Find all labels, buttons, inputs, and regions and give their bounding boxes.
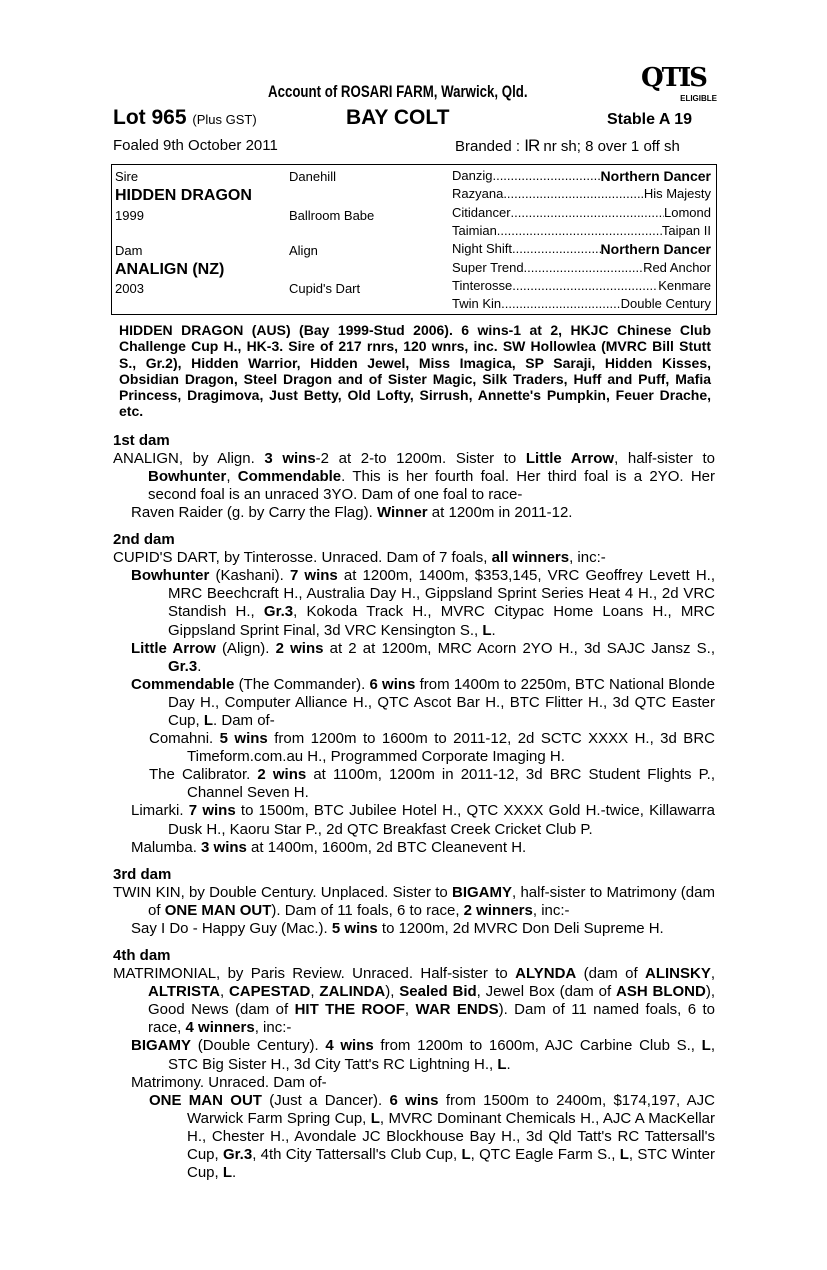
text-run: from 1400m to 2250m, BTC National Blonde Day H., Computer Alliance H., QTC Ascot Bar H., BTC Flitter H., 3d QTC Easter Cup, — [168, 675, 715, 729]
pedigree-ancestor — [452, 260, 711, 276]
text-run: -2 at 2-to 1200m. Sister to — [315, 449, 526, 467]
bold-text: ALINSKY — [645, 965, 711, 983]
text-run: at 1200m, 1400m, $353,145, VRC Geoffrey Levett H., MRC Beechcraft H., Australia Day H., Gippsland Sprint Series Heat 4 H., 2d VRC Standish H., — [168, 567, 715, 621]
bold-text: 6 wins — [389, 1091, 439, 1109]
text-flow — [113, 322, 715, 1221]
section-heading: 4th dam — [113, 947, 171, 965]
ancestor-name: Razyana — [452, 186, 504, 202]
pedigree-paragraph — [113, 920, 715, 938]
pedigree-paragraph — [113, 839, 715, 857]
text-run: , half-sister to Matrimony (dam of — [148, 883, 715, 919]
text-run: , MVRC Dominant Chemicals H., AJC A MacKellar H., Chester H., Avondale JC Blockhouse Bay H., 3d Qld Tatt's RC Tattersall's Cup, — [187, 1109, 715, 1163]
dam-section — [113, 947, 715, 1182]
text-run: from 1500m to 2400m, $174,197, AJC Warwick Farm Spring Cup, — [187, 1091, 715, 1127]
text-run: (dam of — [576, 965, 645, 983]
bold-text: Commendable — [237, 467, 342, 485]
leader-dots — [501, 296, 621, 312]
gst-note: (Plus GST) — [192, 112, 257, 127]
vendor-account: Account of ROSARI FARM, Warwick, Qld. — [268, 82, 528, 101]
qtis-logo-sub: ELIGIBLE — [680, 94, 717, 103]
bold-text: Gr.3 — [223, 1145, 253, 1163]
bold-text: 4 winners — [185, 1019, 255, 1037]
bold-text: 2 winners — [463, 901, 533, 919]
text-run: TWIN KIN, by Double Century. Unplaced. Sister to — [113, 883, 453, 901]
grandsire-maternal: Align — [289, 243, 318, 258]
dam-year: 2003 — [115, 281, 144, 296]
ancestor-sire: Northern Dancer — [600, 168, 711, 184]
text-run: Malumba. — [131, 838, 202, 856]
dam-label: Dam — [115, 243, 143, 258]
leader-dots — [512, 241, 601, 257]
text-run: , — [226, 467, 238, 485]
sire-name: HIDDEN DRAGON — [115, 187, 252, 204]
section-heading: 1st dam — [113, 431, 170, 449]
bold-text: CAPESTAD — [228, 983, 311, 1001]
bold-text: Gr.3 — [263, 603, 294, 621]
text-run: (Double Century). — [191, 1037, 326, 1055]
text-run: (Align). — [215, 639, 276, 657]
pedigree-notes — [113, 432, 715, 1182]
text-run: ). Dam of 11 foals, 6 to race, — [271, 901, 464, 919]
bold-text: 3 wins — [264, 449, 316, 467]
text-run: from 1200m to 1600m, AJC Carbine Club S., — [373, 1037, 702, 1055]
brand-mark-icon: IR — [524, 136, 540, 155]
ancestor-name: Night Shift — [452, 241, 512, 257]
ancestor-sire: Taipan II — [661, 222, 711, 238]
bold-text: L — [203, 712, 214, 729]
text-run: to 1500m, BTC Jubilee Hotel H., QTC XXXX Gold H.-twice, Killawarra Dusk H., Kaoru Star P., 2d QTC Breakfast Creek Cricket Club P. — [168, 802, 715, 838]
bold-text: Commendable — [131, 675, 235, 693]
bold-text: L — [619, 1145, 629, 1163]
bold-text: ALYNDA — [515, 965, 577, 983]
text-run: (Just a Dancer). — [261, 1091, 390, 1109]
bold-text: ASH BLOND — [615, 983, 706, 1001]
pedigree-ancestor — [452, 296, 711, 312]
text-run: Raven Raider (g. by Carry the Flag). — [131, 504, 377, 522]
bold-text: L — [461, 1145, 471, 1163]
ancestor-sire: Double Century — [620, 296, 711, 312]
bold-text: BIGAMY — [131, 1037, 191, 1055]
section-heading: 2nd dam — [113, 531, 175, 549]
bold-text: L — [701, 1037, 711, 1055]
bold-text: ONE MAN OUT — [164, 901, 272, 919]
bold-text: 4 wins — [325, 1037, 374, 1055]
text-run: at 1400m, 1600m, 2d BTC Cleanevent H. — [246, 838, 527, 856]
pedigree-ancestor — [452, 186, 711, 202]
ancestor-name: Twin Kin — [452, 296, 502, 312]
text-run: , inc:- — [532, 901, 570, 919]
granddam-paternal: Ballroom Babe — [289, 208, 375, 223]
brand-info — [455, 136, 680, 157]
dam-section — [113, 432, 715, 522]
branded-value: nr sh; 8 over 1 off sh — [543, 138, 680, 155]
sire-year: 1999 — [115, 208, 144, 223]
bold-text: WAR ENDS — [415, 1001, 499, 1019]
dam-section — [113, 866, 715, 938]
bold-text: Bowhunter — [131, 567, 210, 585]
pedigree-paragraph — [113, 1074, 715, 1092]
bold-text: 6 wins — [369, 675, 416, 693]
text-run: , STC Winter Cup, — [187, 1145, 715, 1182]
bold-text: Sealed Bid — [399, 983, 477, 1001]
bold-text: Gr.3 — [168, 657, 198, 675]
text-run: (Kashani). — [209, 567, 290, 585]
pedigree-paragraph — [113, 567, 715, 639]
bold-text: L — [370, 1109, 380, 1127]
ancestor-name: Super Trend — [452, 259, 524, 275]
leader-dots — [524, 260, 644, 276]
branded-label: Branded : — [455, 138, 521, 155]
bold-text: 3 wins — [201, 838, 247, 856]
pedigree-paragraph — [113, 965, 715, 1037]
ancestor-name: Tinterosse — [452, 277, 513, 293]
bold-text: Little Arrow — [131, 639, 216, 657]
pedigree-ancestor — [452, 205, 711, 221]
text-run: . — [491, 621, 496, 639]
pedigree-table — [111, 164, 717, 315]
foaled-date: Foaled 9th October 2011 — [113, 137, 278, 154]
pedigree-paragraph — [113, 1092, 715, 1182]
bold-text: ONE MAN OUT — [149, 1091, 262, 1109]
bold-text: 2 wins — [275, 639, 324, 657]
pedigree-ancestor — [452, 223, 711, 239]
ancestor-sire: Northern Dancer — [600, 241, 711, 258]
text-run: The Calibrator. — [149, 766, 258, 784]
pedigree-paragraph — [113, 450, 715, 504]
lot-title: BAY COLT — [346, 106, 450, 129]
ancestor-sire: Red Anchor — [643, 259, 711, 275]
text-run: ), — [385, 983, 400, 1001]
bold-text: 5 wins — [219, 730, 268, 748]
text-run: , half-sister to — [614, 449, 715, 467]
ancestor-sire: Lomond — [664, 204, 711, 220]
text-run: . — [197, 657, 202, 675]
qtis-logo-text: QTIS — [641, 63, 706, 93]
ancestor-sire: His Majesty — [643, 186, 711, 202]
section-heading: 3rd dam — [113, 865, 172, 883]
bold-text: Bowhunter — [148, 467, 227, 485]
text-run: . — [232, 1164, 237, 1182]
text-run: , STC Big Sister H., 3d City Tatt's RC Lightning H., — [168, 1037, 715, 1073]
bold-text: HIT THE ROOF — [294, 1001, 405, 1019]
pedigree-paragraph — [113, 1037, 715, 1073]
leader-dots — [497, 223, 662, 239]
bold-text: ALTRISTA — [148, 983, 220, 1001]
bold-text: ZALINDA — [319, 983, 386, 1001]
text-run: Limarki. — [131, 802, 189, 820]
text-run: , — [404, 1001, 416, 1019]
text-run: . — [506, 1055, 511, 1073]
pedigree-paragraph — [113, 730, 715, 766]
text-run: ANALIGN, by Align. — [113, 449, 265, 467]
bold-text: L — [482, 621, 492, 639]
text-run: ). Dam of 11 named foals, 6 to race, — [148, 1001, 716, 1037]
leader-dots — [511, 205, 664, 221]
text-run: , inc:- — [569, 549, 606, 567]
bold-text: BIGAMY — [452, 883, 513, 901]
pedigree-paragraph — [113, 766, 715, 802]
pedigree-ancestor — [452, 278, 711, 294]
bold-text: 7 wins — [289, 567, 338, 585]
sire-summary: HIDDEN DRAGON (AUS) (Bay 1999-Stud 2006). 6 wins-1 at 2, HKJC Chinese Club Challenge Cup H., HK-3. Sire of 217 rnrs, 120 wnrs, inc. SW Hollowlea (MVRC Bill Stutt S., Gr.2), Hidden Warrior, Hidden Jewel, Miss Imagica, SP Saraji, Hidden Kisses, Obsidian Dragon, Steel Dragon and of Sister Magic, Silk Traders, Huff and Puff, Mafia Princess, Dragimova, Just Betty, Old Lofty, Sirrush, Annette's Pumpkin, Feuer Drache, etc. — [119, 322, 711, 420]
text-run: , — [710, 965, 716, 983]
text-run: Matrimony. Unraced. Dam of- — [131, 1073, 327, 1091]
text-run: , QTC Eagle Farm S., — [470, 1145, 620, 1163]
bold-text: all winners — [491, 549, 570, 567]
text-run: at 2 at 1200m, MRC Acorn 2YO H., 3d SAJC Jansz S., — [323, 639, 715, 657]
text-run: , Kokoda Track H., MVRC Citypac Home Loans H., MRC Gippsland Sprint Final, 3d VRC Kensington S., — [168, 603, 715, 639]
pedigree-ancestor — [452, 168, 711, 184]
text-run: Comahni. — [149, 730, 220, 748]
stable-location: Stable A 19 — [607, 111, 693, 128]
text-run: , inc:- — [254, 1019, 292, 1037]
bold-text: L — [497, 1055, 507, 1073]
sire-label: Sire — [115, 169, 139, 184]
ancestor-name: Danzig — [452, 168, 493, 183]
text-run: CUPID'S DART, by Tinterosse. Unraced. Dam of 7 foals, — [113, 549, 492, 567]
leader-dots — [503, 186, 644, 202]
lot-number — [113, 106, 257, 132]
text-run: , — [310, 983, 320, 1001]
text-run: . This is her fourth foal. Her third foal is a 2YO. Her second foal is an unraced 3YO. Dam of one foal to race- — [148, 467, 715, 503]
text-run: . Dam of- — [213, 712, 275, 729]
pedigree-paragraph — [113, 676, 715, 730]
granddam-maternal: Cupid's Dart — [289, 281, 361, 296]
pedigree-ancestor — [452, 241, 711, 257]
dam-name: ANALIGN (NZ) — [115, 261, 225, 278]
text-run: Say I Do - Happy Guy (Mac.). — [131, 919, 332, 937]
pedigree-paragraph — [113, 802, 715, 838]
text-run: to 1200m, 2d MVRC Don Deli Supreme H. — [377, 919, 664, 937]
bold-text: Little Arrow — [525, 449, 615, 467]
leader-dots — [492, 168, 600, 184]
leader-dots — [512, 278, 658, 294]
pedigree-paragraph — [113, 549, 715, 567]
ancestor-name: Taimian — [452, 222, 497, 238]
grandsire-paternal: Danehill — [289, 169, 336, 184]
ancestor-name: Citidancer — [452, 204, 511, 220]
bold-text: Winner — [376, 504, 428, 522]
qtis-eligible-logo — [641, 64, 717, 106]
text-run: , 4th City Tattersall's Club Cup, — [252, 1145, 462, 1163]
bold-text: 5 wins — [331, 919, 378, 937]
text-run: , Jewel Box (dam of — [476, 983, 616, 1001]
pedigree-paragraph — [113, 640, 715, 676]
bold-text: 2 wins — [257, 766, 307, 784]
text-run: MATRIMONIAL, by Paris Review. Unraced. Half-sister to — [113, 965, 516, 983]
text-run: at 1200m in 2011-12. — [427, 504, 573, 522]
text-run: , — [219, 983, 229, 1001]
text-run: ), Good News (dam of — [148, 983, 716, 1019]
text-run: at 1100m, 1200m in 2011-12, 3d BRC Student Flights P., Channel Seven H. — [187, 766, 715, 802]
bold-text: 7 wins — [188, 802, 236, 820]
dam-section — [113, 531, 715, 857]
text-run: from 1200m to 1600m to 2011-12, 2d SCTC XXXX H., 3d BRC Timeform.com.au H., Programmed Corporate Imaging H. — [187, 730, 715, 766]
pedigree-paragraph — [113, 884, 715, 920]
ancestor-sire: Kenmare — [658, 277, 711, 293]
pedigree-paragraph — [113, 504, 715, 522]
bold-text: L — [222, 1164, 233, 1182]
text-run: (The Commander). — [234, 675, 370, 693]
lot-label: Lot 965 — [113, 106, 187, 129]
